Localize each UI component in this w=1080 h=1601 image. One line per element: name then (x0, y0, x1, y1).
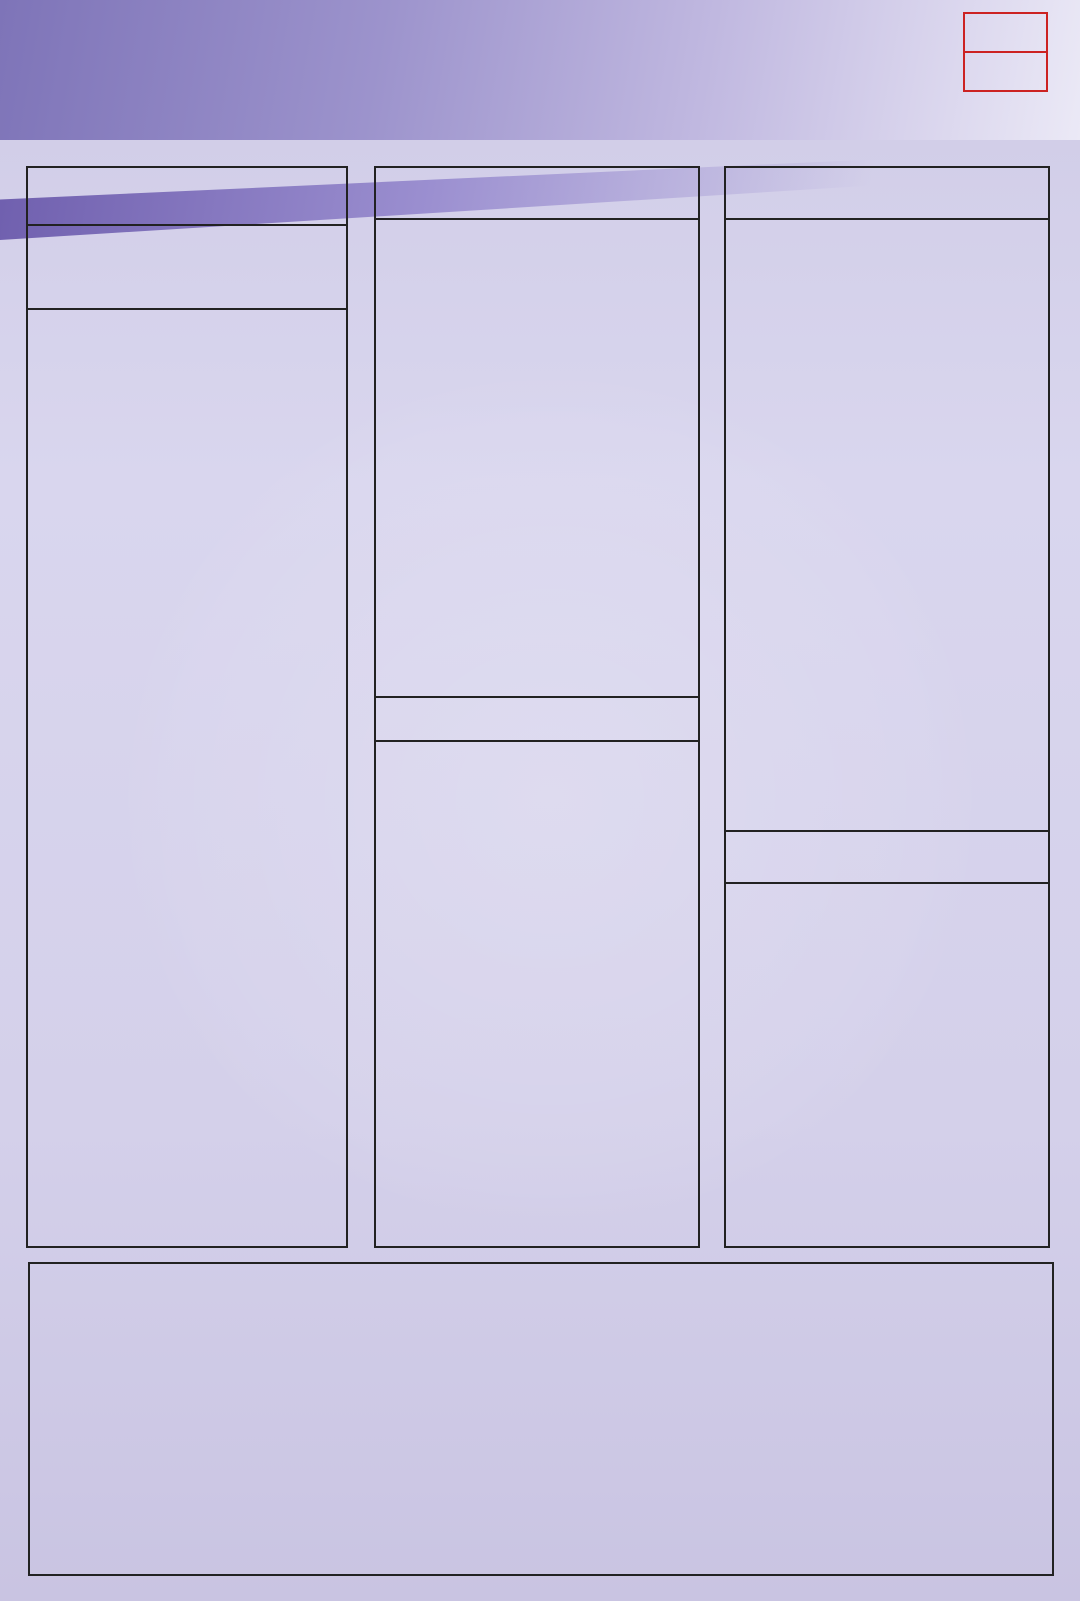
meat-list (26, 308, 348, 1248)
veg-heading (724, 166, 1050, 220)
table-number-box[interactable] (963, 12, 1048, 53)
seafood-list (374, 216, 700, 698)
balls-heading (374, 696, 700, 742)
meat-heading (26, 166, 348, 226)
seafood-heading (374, 166, 700, 220)
takeaway-box[interactable] (963, 51, 1048, 92)
meat-promo-box (26, 222, 348, 310)
veg-list (724, 216, 1050, 832)
drinks-box (28, 1262, 1054, 1576)
other-heading (724, 830, 1050, 884)
other-list (724, 880, 1050, 1248)
header-band (0, 0, 1080, 140)
balls-list (374, 738, 700, 1248)
